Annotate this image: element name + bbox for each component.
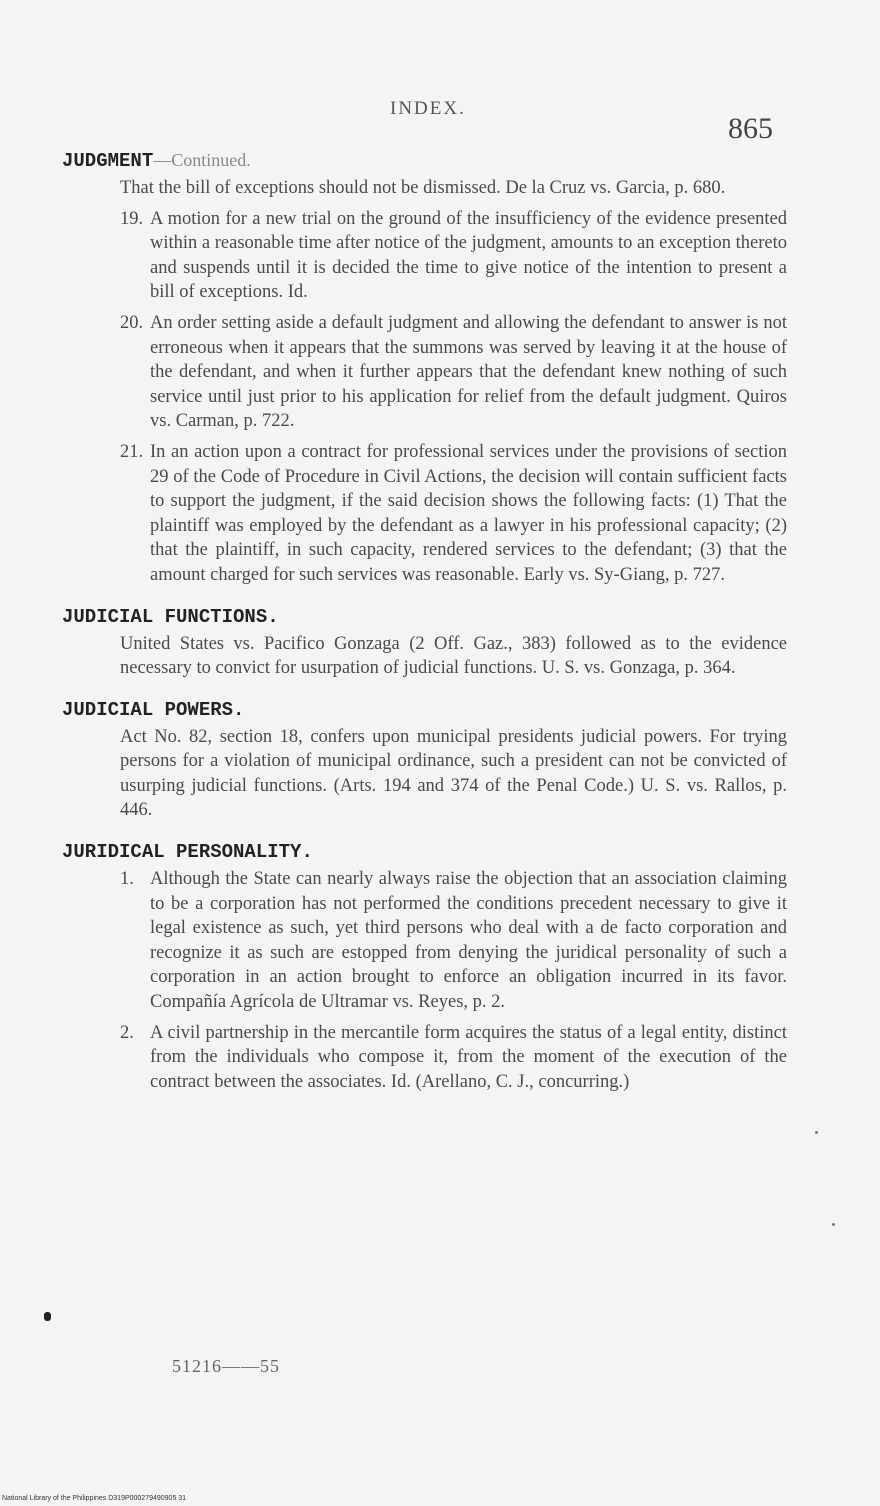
page-number: 865: [728, 112, 773, 145]
section-judicial-powers: [62, 695, 787, 823]
heading-continued: —Continued.: [153, 150, 251, 170]
item-number: 21.: [120, 441, 144, 462]
item-number: 20.: [120, 312, 144, 333]
item-number: 19.: [120, 208, 144, 229]
section-heading: [62, 145, 787, 176]
section-heading: JUDICIAL POWERS.: [62, 698, 245, 721]
section-heading: JUDICIAL FUNCTIONS.: [62, 605, 279, 628]
entry-text: That the bill of exceptions should not be dismissed. De la Cruz vs. Garcia, p. 680.: [120, 178, 726, 198]
section-judgment: [62, 145, 787, 588]
running-head: INDEX.: [390, 98, 466, 119]
section-heading: JURIDICAL PERSONALITY.: [62, 841, 313, 864]
list-item: [120, 440, 787, 588]
item-text: In an action upon a contract for professional services under the provisions of section 29 of the Code of Procedure in Civil Actions, the decision will contain sufficient facts to support the judgment, if the said decision shows the following facts: (1) That the plaintiff was employed by the defendant as a lawyer in his professional capacity; (2) that the plaintiff, in such capacity, rendered services to the defendant; (3) that the amount charged for such services was reasonable. Early vs. Sy-Giang, p. 727.: [150, 441, 787, 585]
item-text: A civil partnership in the mercantile form acquires the status of a legal entity, distinct from the individuals who compose it, from the moment of the execution of the contract between the associates. Id. (Arellano, C. J., concurring.): [150, 1022, 787, 1092]
signature-mark: 51216——55: [172, 1356, 280, 1376]
section-juridical-personality: [62, 837, 787, 1094]
ink-speck: [815, 1131, 818, 1134]
item-text: A motion for a new trial on the ground of the insufficiency of the evidence presented within a reasonable time after notice of the judgment, amounts to an exception thereto and suspends until it is decided the time to give notice of the intention to present a bill of exceptions. Id.: [150, 208, 788, 303]
list-item: [120, 1021, 787, 1095]
item-number: 1.: [120, 869, 134, 890]
ink-blot: [44, 1312, 51, 1321]
item-text: An order setting aside a default judgment and allowing the defendant to answer is not erroneous when it appears that the summons was served by leaving it at the house of the defendant, and when it further appears that the defendant knew nothing of such service until just prior to his application for relief from the default judgment. Quiros vs. Carman, p. 722.: [150, 312, 787, 432]
list-item: [120, 207, 787, 305]
item-text: Although the State can nearly always raise the objection that an association claiming to be a corporation has not performed the conditions precedent necessary to give it legal existence as such, yet third persons who deal with a de facto corporation and recognize it as such are estopped from denying the juridical personality of such a corporation in an action brought to enforce an obligation incurred in its favor. Compañía Agrícola de Ultramar vs. Reyes, p. 2.: [150, 869, 787, 1013]
list-item: [120, 867, 787, 1015]
section-judicial-functions: [62, 602, 787, 681]
heading-title: JUDGMENT: [62, 150, 154, 172]
list-item: [120, 311, 787, 434]
entry-text: Act No. 82, section 18, confers upon municipal presidents judicial powers. For trying persons for a violation of municipal ordinance, such a president can not be convicted of usurping judicial functions. (Arts. 194 and 374 of the Penal Code.) U. S. vs. Rallos, p. 446.: [120, 726, 787, 821]
library-credit: National Library of the Philippines D319P000279490905 31: [2, 1495, 187, 1502]
item-number: 2.: [120, 1022, 134, 1043]
entry-text: United States vs. Pacifico Gonzaga (2 Off. Gaz., 383) followed as to the evidence necessary to convict for usurpation of judicial functions. U. S. vs. Gonzaga, p. 364.: [120, 633, 787, 679]
ink-speck: [832, 1223, 835, 1226]
index-content: [62, 145, 787, 1094]
